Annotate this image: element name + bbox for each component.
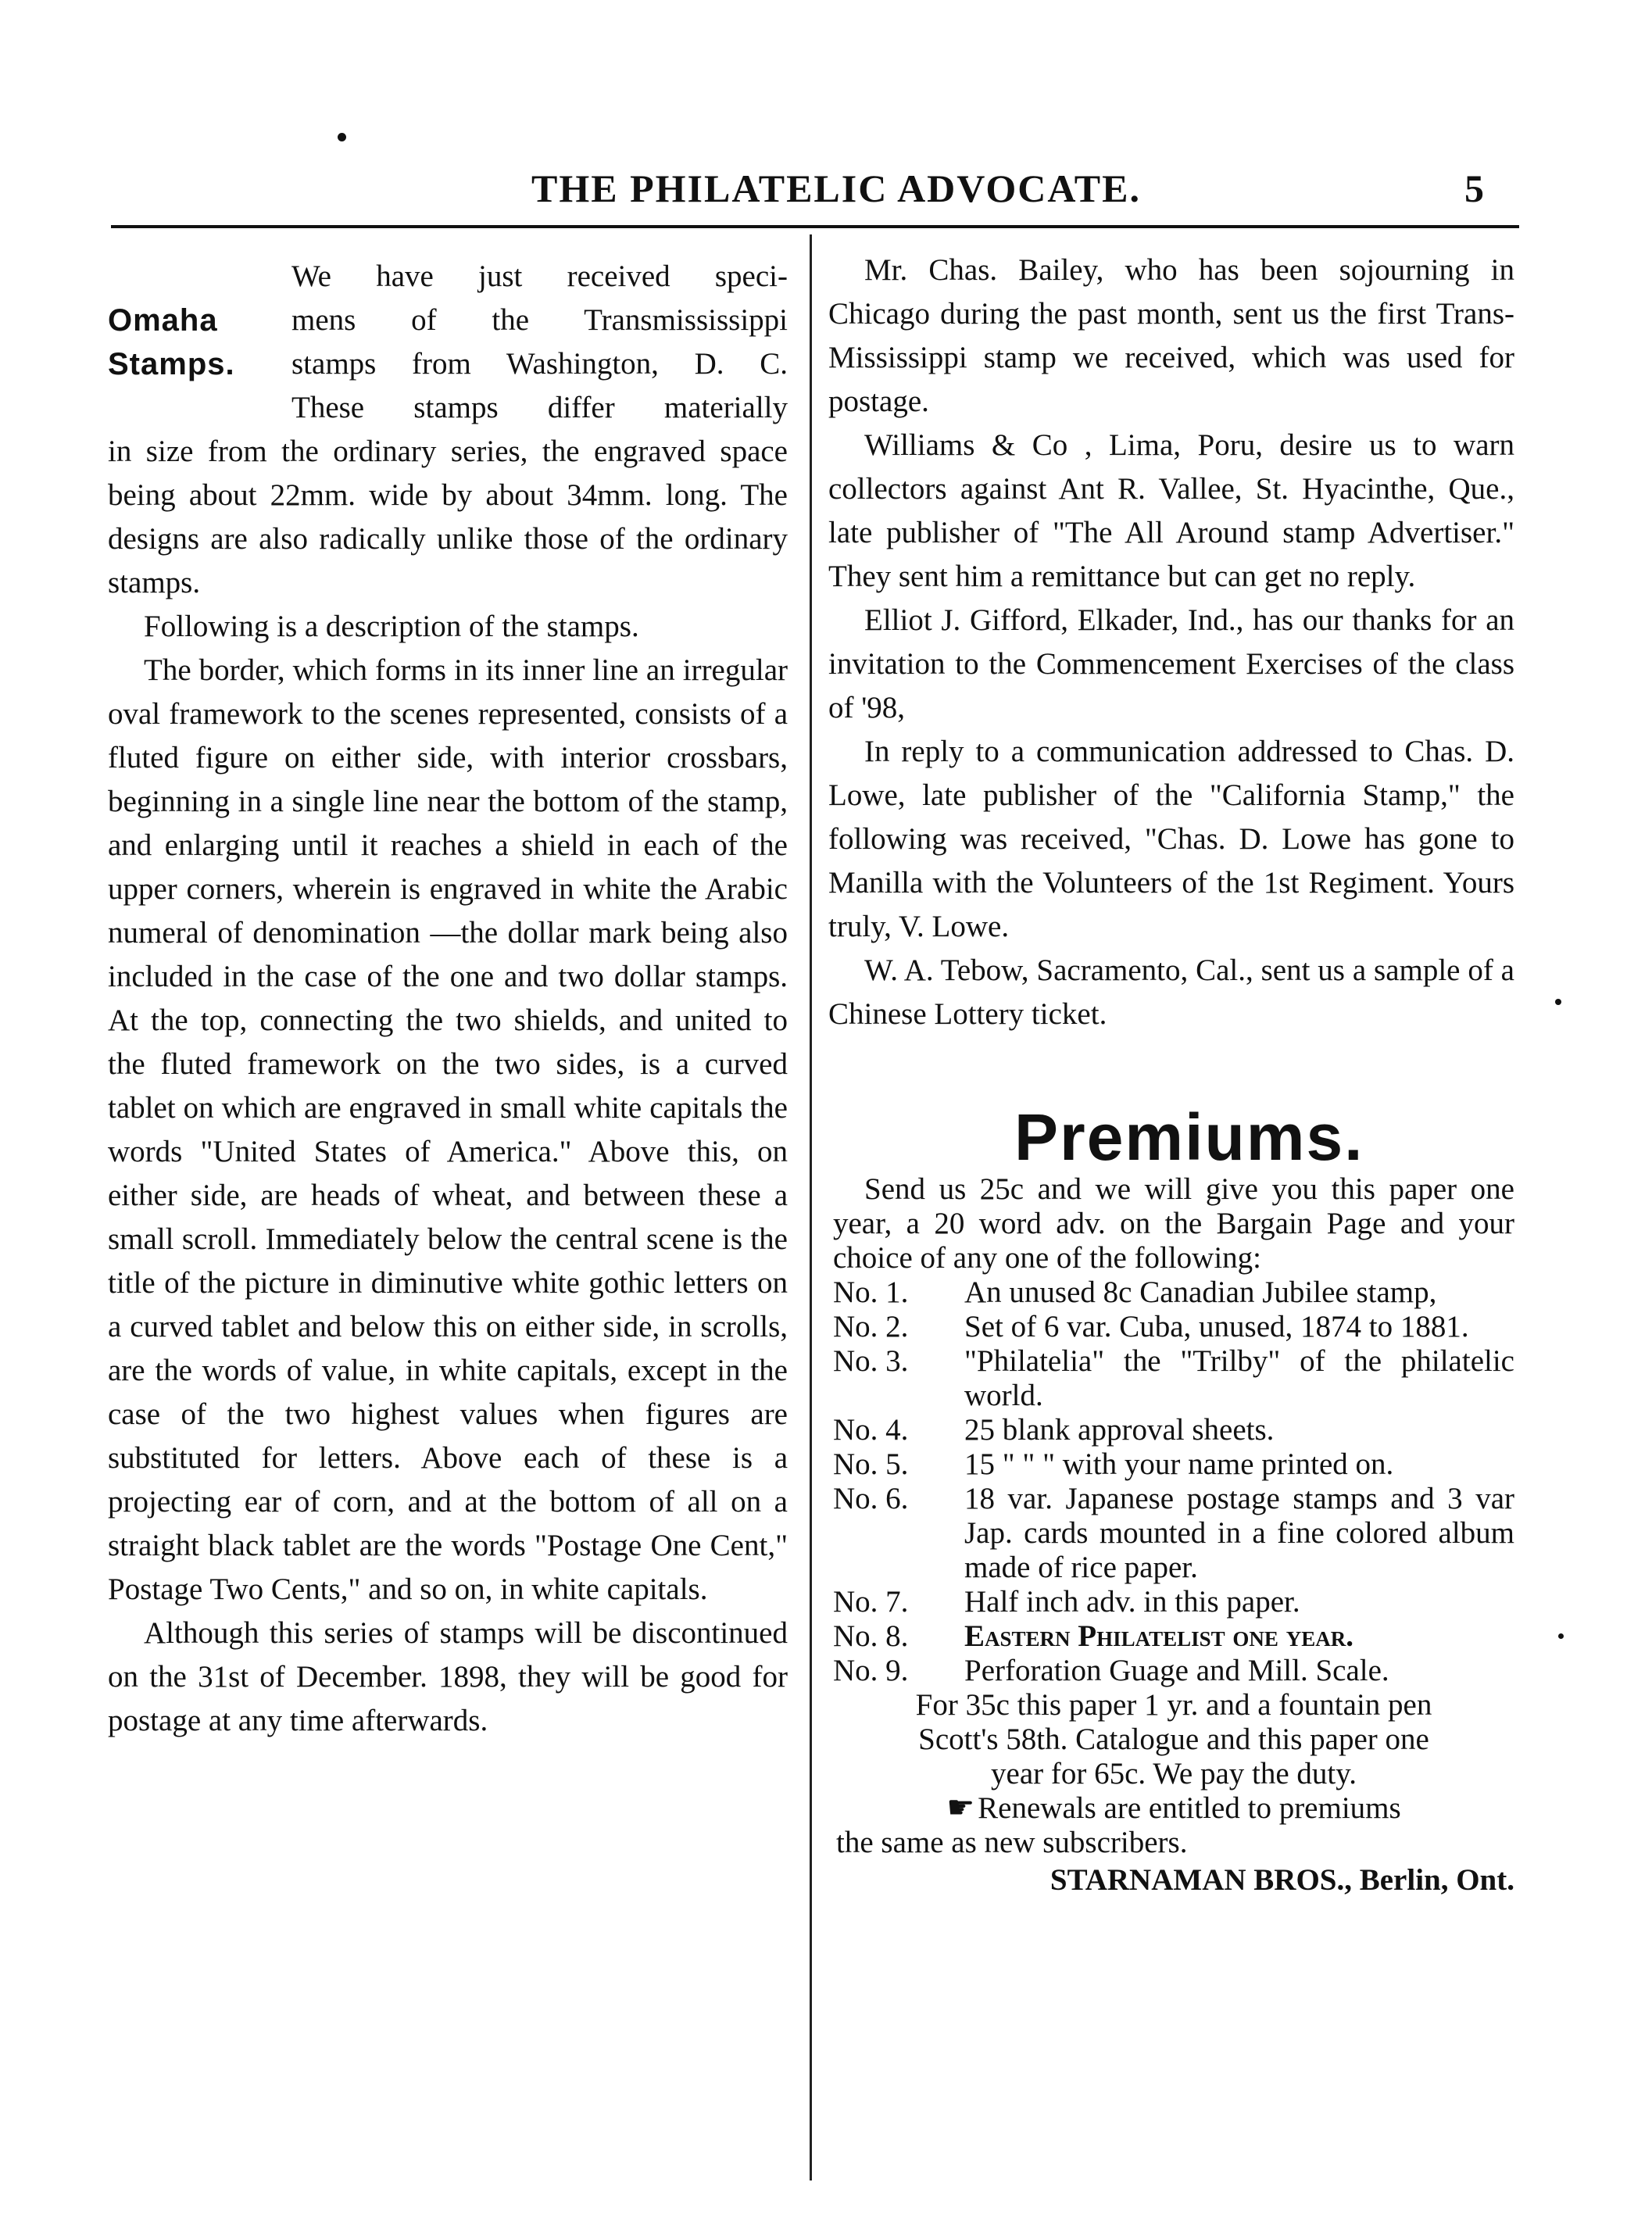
offer-text: Eastern Philatelist one year. bbox=[964, 1619, 1353, 1653]
offer-number: No. 8. bbox=[833, 1619, 909, 1653]
premium-offer bbox=[833, 1447, 1514, 1482]
premium-offer bbox=[833, 1310, 1514, 1344]
note-lowe: In reply to a communication addressed to Chas. D. Lowe, late publisher of the "California Stamp," the following was received, "Chas. D. Lowe has gone to Manilla with the Volunteers of the 1st Regiment. Yours truly, V. Lowe. bbox=[828, 735, 1514, 943]
premiums-section bbox=[833, 1172, 1514, 1899]
paragraph-discontinued: Although this series of stamps will be discontinued on the 31st of December. 1898, they will be good for postage at any time afterwards. bbox=[108, 1616, 788, 1737]
premiums-heading: Premiums. bbox=[1014, 1100, 1364, 1174]
side-heading-line1: Omaha bbox=[108, 303, 218, 338]
ink-speck bbox=[1555, 999, 1561, 1005]
premium-offer bbox=[833, 1482, 1514, 1585]
renewals-text: Renewals are entitled to premiums bbox=[978, 1791, 1401, 1825]
offer-text: An unused 8c Canadian Jubilee stamp, bbox=[964, 1275, 1437, 1309]
intro-lines bbox=[291, 255, 788, 430]
intro-continuation: in size from the ordinary series, the engraved space being about 22mm. wide by about 34mm. long. The designs are also radically unlike those of the ordinary stamps. bbox=[108, 435, 788, 599]
offer-number: No. 5. bbox=[833, 1447, 909, 1481]
intro-line-1: We have just received speci- bbox=[291, 259, 788, 293]
offer-text: Half inch adv. in this paper. bbox=[964, 1585, 1300, 1619]
renewals-line-2: the same as new subscribers. bbox=[836, 1826, 1188, 1859]
note-tebow: W. A. Tebow, Sacramento, Cal., sent us a sample of a Chinese Lottery ticket. bbox=[828, 953, 1514, 1031]
offer-number: No. 1. bbox=[833, 1275, 909, 1309]
note-bailey: Mr. Chas. Bailey, who has been sojourning in Chicago during the past month, sent us the first Trans-Mississippi stamp we received, which was used for postage. bbox=[828, 253, 1514, 418]
ink-speck bbox=[1558, 1633, 1564, 1639]
left-column bbox=[108, 255, 788, 1743]
header-rule bbox=[111, 225, 1519, 228]
premium-offer bbox=[833, 1654, 1514, 1688]
renewals-line-1 bbox=[833, 1791, 1514, 1826]
intro-line-2: mens of the Transmississippi bbox=[291, 303, 788, 337]
intro-line-4: These stamps differ materially bbox=[291, 391, 788, 424]
offer-text: "Philatelia" the "Trilby" of the philatelic world. bbox=[964, 1344, 1514, 1412]
closing-offer-line-2: Scott's 58th. Catalogue and this paper one bbox=[918, 1723, 1429, 1756]
offer-text: Set of 6 var. Cuba, unused, 1874 to 1881. bbox=[964, 1310, 1469, 1343]
offer-text: 25 blank approval sheets. bbox=[964, 1413, 1275, 1447]
premium-offer bbox=[833, 1585, 1514, 1619]
column-rule bbox=[810, 234, 812, 2180]
page-number: 5 bbox=[1464, 166, 1484, 210]
premium-offer bbox=[833, 1413, 1514, 1447]
premiums-intro: Send us 25c and we will give you this paper one year, a 20 word adv. on the Bargain Page and your choice of any one of the following: bbox=[833, 1172, 1514, 1275]
offer-number: No. 9. bbox=[833, 1654, 909, 1687]
offer-number: No. 7. bbox=[833, 1585, 909, 1619]
omaha-stamps-intro bbox=[108, 255, 788, 430]
ink-speck bbox=[338, 133, 346, 141]
offer-number: No. 3. bbox=[833, 1344, 909, 1378]
publisher-signature: STARNAMAN BROS., Berlin, Ont. bbox=[1049, 1863, 1514, 1897]
premium-offer-list bbox=[833, 1275, 1514, 1688]
offer-number: No. 6. bbox=[833, 1482, 909, 1515]
paragraph-border-description: The border, which forms in its inner line an irregular oval framework to the scenes represented, consists of a fluted figure on either side, with interior crossbars, beginning in a single line near the bottom of the stamp, and enlarging until it reaches a shield in each of the upper corners, wherein is engraved in white the Arabic numeral of denomination —the dollar mark being also included in the case of the one and two dollar stamps. At the top, connecting the two shields, and united to the fluted framework on the two sides, is a curved tablet on which are engraved in small white capitals the words "United States of America." Above this, on either side, are heads of wheat, and between these a small scroll. Immediately below the central scene is the title of the picture in diminutive white gothic letters on a curved tablet and below this on either side, in scrolls, are the words of value, in white capitals, except in the case of the two highest values when figures are substituted for letters. Above each of these is a projecting ear of corn, and at the bottom of all on a straight black tablet are the words "Postage One Cent," Postage Two Cents," and so on, in white capitals. bbox=[108, 653, 788, 1606]
right-column bbox=[828, 249, 1514, 1036]
running-title: THE PHILATELIC ADVOCATE. bbox=[531, 166, 1141, 210]
offer-text: Perforation Guage and Mill. Scale. bbox=[964, 1654, 1389, 1687]
note-williams: Williams & Co , Lima, Poru, desire us to warn collectors against Ant R. Vallee, St. Hyacinthe, Que., late publisher of "The All Around stamp Advertiser." They sent him a remittance but can get no reply. bbox=[828, 428, 1514, 593]
paragraph-description-heading: Following is a description of the stamps. bbox=[144, 610, 639, 643]
note-gifford: Elliot J. Gifford, Elkader, Ind., has our thanks for an invitation to the Commencement Exercises of the class of '98, bbox=[828, 603, 1514, 724]
side-heading bbox=[108, 255, 291, 386]
offer-text: 15 " " " with your name printed on. bbox=[964, 1447, 1394, 1481]
offer-number: No. 4. bbox=[833, 1413, 909, 1447]
closing-offer-line-1: For 35c this paper 1 yr. and a fountain pen bbox=[915, 1688, 1432, 1722]
premium-offer bbox=[833, 1275, 1514, 1310]
premium-offer bbox=[833, 1619, 1514, 1654]
offer-text: 18 var. Japanese postage stamps and 3 var Jap. cards mounted in a fine colored album made of rice paper. bbox=[964, 1482, 1514, 1584]
premium-offer bbox=[833, 1344, 1514, 1413]
side-heading-line2: Stamps. bbox=[108, 347, 235, 381]
pointing-hand-icon: ☛ bbox=[946, 1790, 975, 1825]
intro-line-3: stamps from Washington, D. C. bbox=[291, 347, 788, 381]
closing-offer-line-3: year for 65c. We pay the duty. bbox=[991, 1757, 1357, 1790]
offer-number: No. 2. bbox=[833, 1310, 909, 1343]
